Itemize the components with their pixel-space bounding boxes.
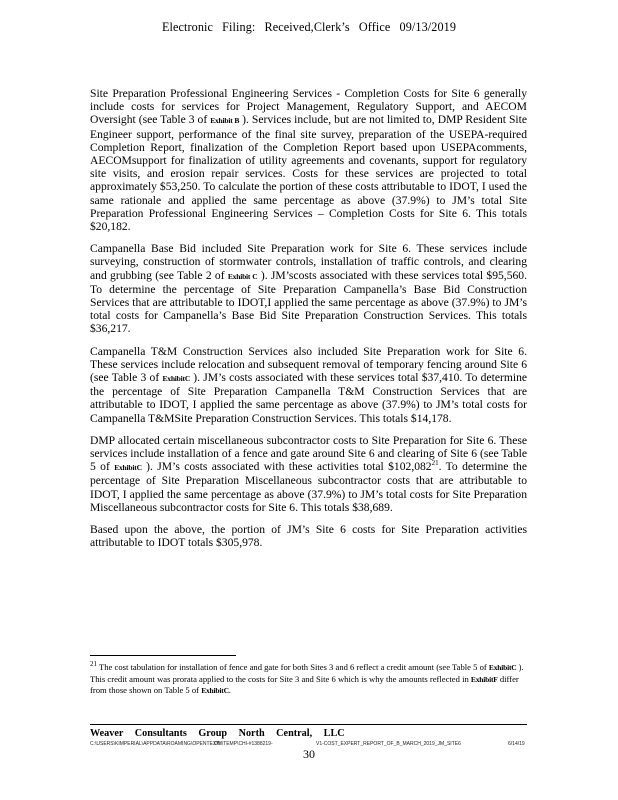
footer-doc-name: V1-COST_EXPERT_REPORT_OF_B_MARCH_2019_JM_SITE6 — [316, 741, 461, 747]
paragraph-campanella-tm — [90, 345, 527, 425]
footer-company: Weaver Consultants Group North Central, LLC — [90, 728, 345, 739]
paragraph-site-prep-engineering — [90, 87, 527, 233]
footnote-divider — [90, 655, 236, 656]
footer-doc-temp: DM\TEMP\CHI-#1388219- — [214, 741, 273, 747]
footnote-21 — [90, 662, 527, 697]
paragraph-text: ). JM’s costs associated with these services total $37,410. To determine the percentage of Site Preparation Campanella T&M Construction Services that are attributable to IDOT, I applied the same percentage as above (37.9%) to JM’s total costs for Campanella T&MSite Preparation Construction Services. This totals $14,178. — [90, 371, 528, 425]
paragraph-text: Site Preparation Professional Engineering Services - Completion Costs for Site 6 generally include costs for services for Project Management, Regulatory Support, and AECOM Oversight (see Table 3 of — [90, 87, 527, 127]
paragraph-text: ). Services include, but are not limited to, DMP Resident Site Engineer support, performance of the final site survey, preparation of the USEPA-required Completion Report, finalization of the Completion Report based upon USEPAcomments, AECOMsupport for finalization of utility agreements and covenants, support for regulatory site visits, and erosion repair services. Costs for these services are projected to total approximately $53,250. To calculate the portion of these costs attributable to IDOT, I used the same rationale and applied the same percentage as above (37.9%) to JM’s total Site Preparation Professional Engineering Services – Completion Costs for Site 6. This totals $20,182. — [90, 113, 527, 234]
paragraph-campanella-base-bid — [90, 242, 527, 335]
paragraph-text: ). JM’s costs associated with these activities total $102,082 — [146, 460, 432, 474]
paragraph-text: Based upon the above, the portion of JM’s Site 6 costs for Site Preparation activities attributable to IDOT totals $305,978. — [90, 523, 527, 550]
exhibit-reference: ExhibitC — [201, 686, 229, 695]
exhibit-reference: Exhibit B — [210, 116, 240, 126]
footer-divider — [90, 724, 527, 725]
footer-file-path: C:\USERS\KIMPERIAL\APPDATA\ROAMING\OPENTEXT\ — [90, 741, 221, 747]
paragraph-text: DMP allocated certain miscellaneous subcontractor costs to Site Preparation for Site 6. These services include installation of a fence and gate around Site 6 and clearing of Site 6 (see Table 5 of — [90, 433, 527, 474]
footnote-mark: 21 — [90, 660, 97, 669]
footnote-text: The cost tabulation for installation of fence and gate for both Sites 3 and 6 reflect a credit amount (see Table 5 of — [99, 662, 487, 672]
paragraph-text: Campanella Base Bid included Site Preparation work for Site 6. These services include surveying, construction of stormwater controls, installation of traffic controls, and clearing and grubbing (see Table 2 of — [90, 242, 527, 282]
paragraph-text: . To determine the percentage of Site Preparation Miscellaneous subcontractor costs that are attributable to IDOT, I applied the same percentage as above (37.9%) to JM’s total costs for Site Preparation Miscellaneous subcontractor costs for Site 6. This totals $38,689. — [90, 460, 527, 514]
paragraph-text: ). JM’scosts associated with these services total $95,560. To determine the percentage of Site Preparation Campanella’s Base Bid Construction Services that are attributable to IDOT,I applied the same percentage as above (37.9%) to JM’s total costs for Campanella’s Base Bid Site Preparation Construction Services. This totals $36,217. — [90, 268, 527, 336]
document-body — [90, 87, 527, 559]
footnote-reference-21[interactable]: 21 — [431, 459, 439, 468]
footnote-text: differ from those shown on Table 5 of — [90, 673, 519, 695]
footnote-text: ). This credit amount was prorata applied to the costs for Site 3 and Site 6 which is why the amounts reflected in — [90, 662, 524, 684]
electronic-filing-header: Electronic Filing: Received,Clerk’s Office 09/13/2019 — [161, 20, 457, 34]
exhibit-reference: ExhibitC — [162, 374, 191, 384]
exhibit-reference: ExhibitC — [488, 663, 517, 672]
exhibit-reference: ExhibitC — [114, 463, 142, 473]
footer-date: 6/14/19 — [508, 741, 525, 747]
paragraph-dmp-subcontractor — [90, 434, 527, 514]
paragraph-conclusion — [90, 523, 527, 549]
exhibit-reference: ExhibitF — [470, 674, 498, 684]
page-number: 30 — [303, 747, 315, 761]
exhibit-reference: Exhibit C — [227, 271, 258, 281]
paragraph-text: Campanella T&M Construction Services also included Site Preparation work for Site 6. These services include relocation and subsequent removal of temporary fencing around Site 6 (see Table 3 of — [90, 344, 527, 385]
footnote-text: . — [228, 685, 231, 695]
